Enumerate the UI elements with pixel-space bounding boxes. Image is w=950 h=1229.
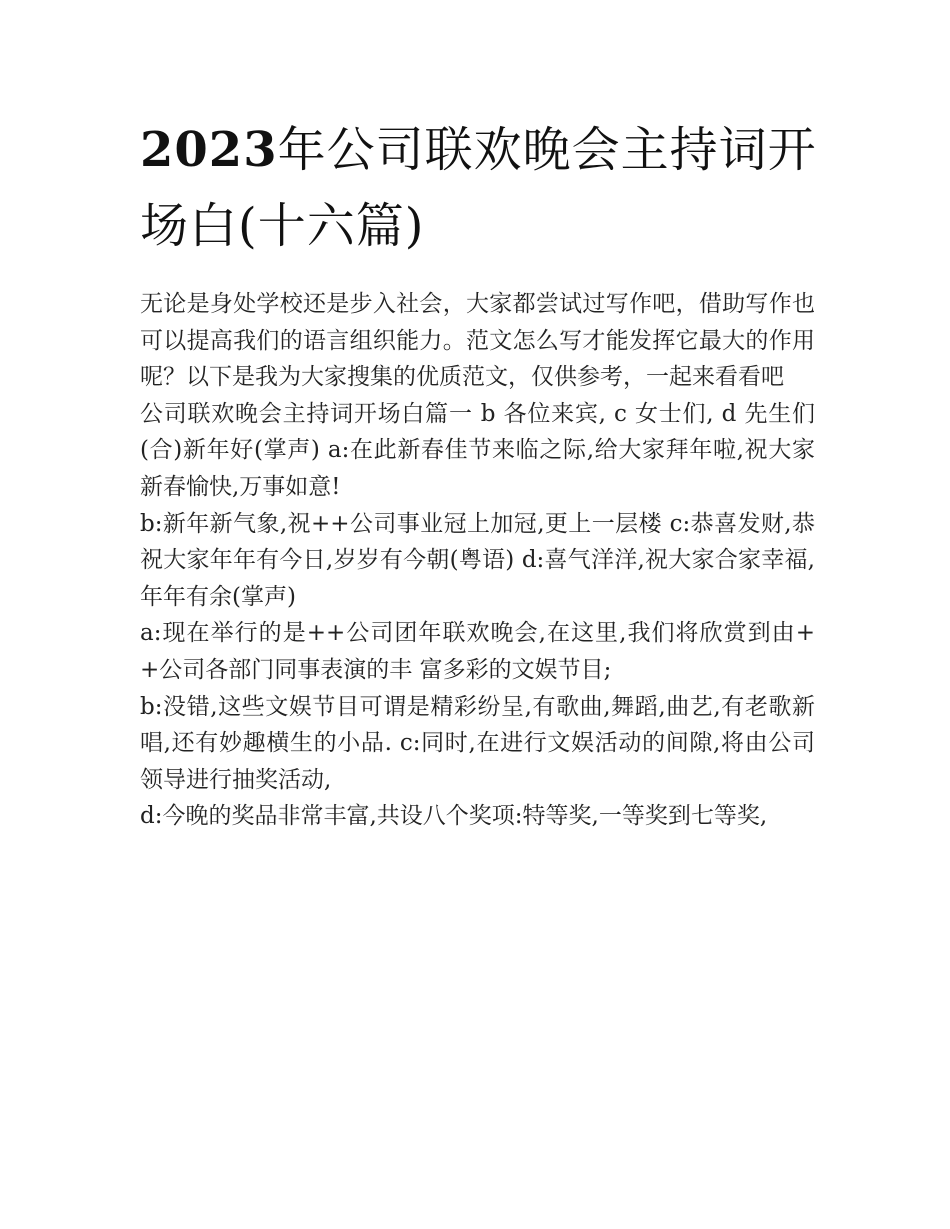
paragraph-1: 公司联欢晚会主持词开场白篇一 b 各位来宾, c 女士们, d 先生们 (合)新年好(掌声) a:在此新春佳节来临之际,给大家拜年啦,祝大家新春愉快,万事如意! <box>140 400 815 500</box>
title-year: 2023 <box>140 122 278 178</box>
paragraph-2: b:新年新气象,祝++公司事业冠上加冠,更上一层楼 c:恭喜发财,恭祝大家年年有今日,岁岁有今朝(粤语) d:喜气洋洋,祝大家合家幸福,年年有余(掌声) <box>140 510 815 610</box>
title-text: 年公司联欢晚会主持词开场白(十六篇) <box>140 122 817 254</box>
document-title <box>140 112 820 264</box>
paragraph-5: d:今晚的奖品非常丰富,共设八个奖项:特等奖,一等奖到七等奖, <box>140 803 768 830</box>
document-body <box>140 286 815 835</box>
paragraph-4: b:没错,这些文娱节目可谓是精彩纷呈,有歌曲,舞蹈,曲艺,有老歌新唱,还有妙趣横生的小品. c:同时,在进行文娱活动的间隙,将由公司领导进行抽奖活动, <box>140 693 815 793</box>
paragraph-intro: 无论是身处学校还是步入社会，大家都尝试过写作吧，借助写作也可以提高我们的语言组织能力。范文怎么写才能发挥它最大的作用呢？以下是我为大家搜集的优质范文，仅供参考，一起来看看吧 <box>140 291 815 391</box>
paragraph-3: a:现在举行的是++公司团年联欢晚会,在这里,我们将欣赏到由++公司各部门同事表演的丰 富多彩的文娱节目; <box>140 620 815 683</box>
